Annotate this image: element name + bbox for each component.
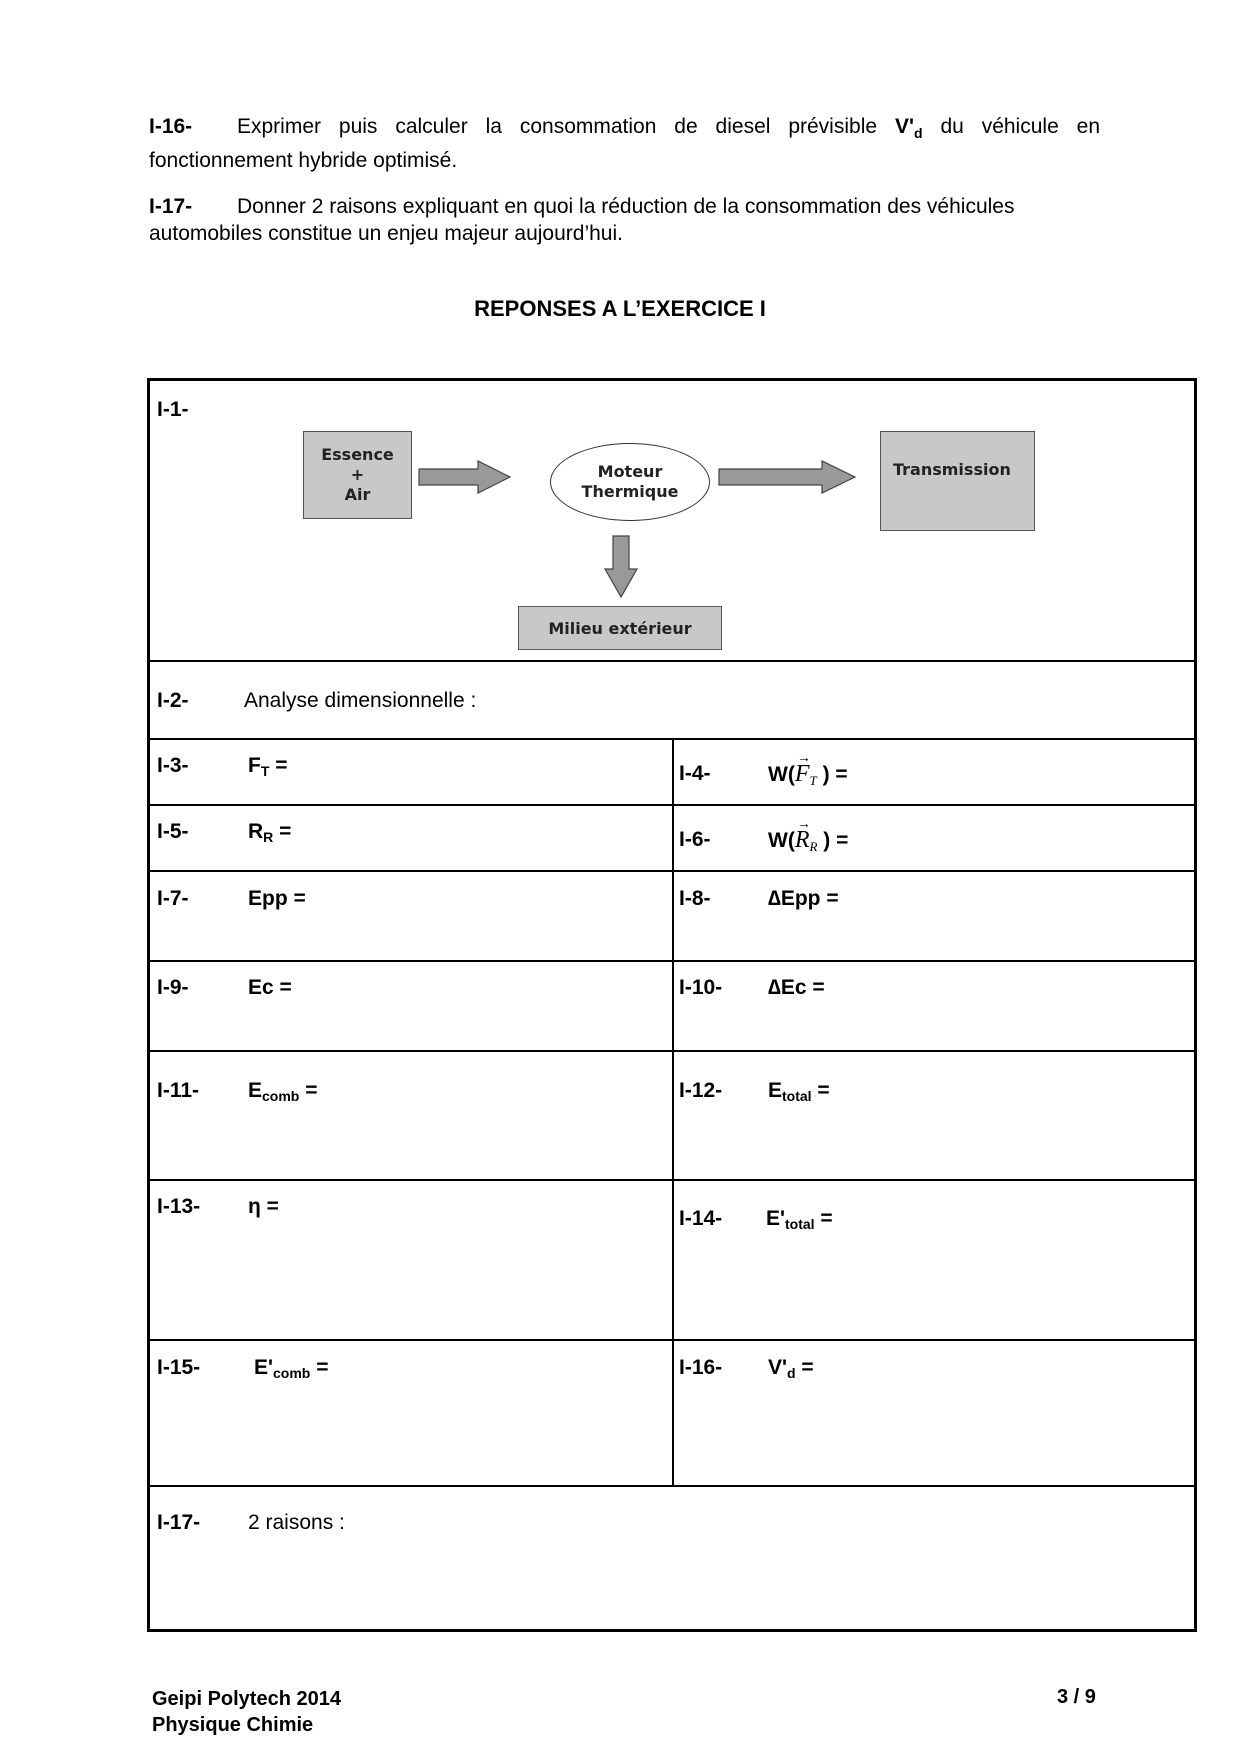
question-number: I-16- [149,115,193,138]
question-text-end: du véhicule en [940,115,1101,138]
question-i17 [149,193,1100,247]
vector-ft: → $F_T$ [795,762,817,793]
answer-field-raisons[interactable]: 2 raisons : [248,1511,345,1534]
answer-field-etotal[interactable]: $E_{total}$ = [768,1079,830,1104]
answer-field-ft[interactable]: $F_T$ = [248,754,288,779]
section-title: REPONSES A L’EXERCICE I [474,296,766,321]
answer-field-delta-ec[interactable]: ∆Ec = [768,976,825,999]
answer-label-i5: I-5- [157,820,189,843]
answer-field-ecomb[interactable]: $E_{comb}$ = [248,1079,318,1104]
answer-label-i15: I-15- [157,1356,201,1379]
answer-text-i2: Analyse dimensionnelle : [244,689,477,712]
question-number: I-17- [149,195,193,218]
diagram-box-transmission: Transmission [880,431,1035,531]
answer-label-i17: I-17- [157,1511,201,1534]
answer-grid [147,378,1197,1632]
column-divider [672,738,674,1485]
arrow-down-icon [603,535,639,599]
answer-label-i14: I-14- [679,1207,723,1230]
answer-label-i2: I-2- [157,689,189,712]
answer-label-i6: I-6- [679,828,711,851]
question-i16 [149,113,1100,174]
answer-field-rr[interactable]: $R_R$ = [248,820,292,845]
question-symbol: V' [894,115,914,138]
footer-info [152,1686,341,1738]
vector-rr: → $R_R$ [795,828,818,859]
question-text-line2: fonctionnement hybride optimisé. [149,149,458,173]
question-text: Exprimer puis calculer la consommation de diesel prévisible [237,115,878,138]
answer-label-i11: I-11- [157,1079,200,1102]
footer-line1: Geipi Polytech 2014 [152,1688,341,1710]
answer-label-i1: I-1- [157,398,189,421]
diagram-box-essence-air: Essence + Air [303,431,412,519]
answer-field-eta[interactable]: η = [248,1195,279,1218]
answer-label-i9: I-9- [157,976,189,999]
answer-label-i4: I-4- [679,762,711,785]
answer-field-delta-epp[interactable]: ∆Epp = [768,887,839,910]
answer-label-i7: I-7- [157,887,189,910]
answer-field-etotal-prime[interactable]: $E'_{total}$ = [766,1207,833,1232]
answer-field-epp[interactable]: Epp = [248,887,306,910]
answer-field-ecomb-prime[interactable]: $E'_{comb}$ = [254,1356,329,1381]
answer-label-i10: I-10- [679,976,723,999]
diagram-ellipse-moteur: Moteur Thermique [550,443,710,521]
footer-line2: Physique Chimie [152,1714,314,1736]
divider [150,1485,1194,1487]
diagram-box-milieu: Milieu extérieur [518,606,722,650]
answer-label-i13: I-13- [157,1195,201,1218]
question-text: Donner 2 raisons expliquant en quoi la réduction de la consommation des véhicules [237,195,1015,218]
question-symbol-sub: d [913,125,923,142]
page-number: 3 / 9 [1057,1686,1096,1708]
answer-field-work-rr[interactable]: $W(\to R_R$ ) = [768,828,848,859]
divider [150,660,1194,662]
answer-field-ec[interactable]: Ec = [248,976,292,999]
answer-label-i16: I-16- [679,1356,723,1379]
arrow-right-icon [718,459,858,495]
answer-label-i3: I-3- [157,754,189,777]
arrow-right-icon [418,459,513,495]
answer-field-work-ft[interactable]: $W(\to F_T$ ) = [768,762,848,793]
answer-label-i12: I-12- [679,1079,723,1102]
answer-label-i8: I-8- [679,887,711,910]
answer-field-vd-prime[interactable]: $V'_d$ = [768,1356,814,1381]
question-text-line2: automobiles constitue un enjeu majeur aujourd’hui. [149,222,623,245]
